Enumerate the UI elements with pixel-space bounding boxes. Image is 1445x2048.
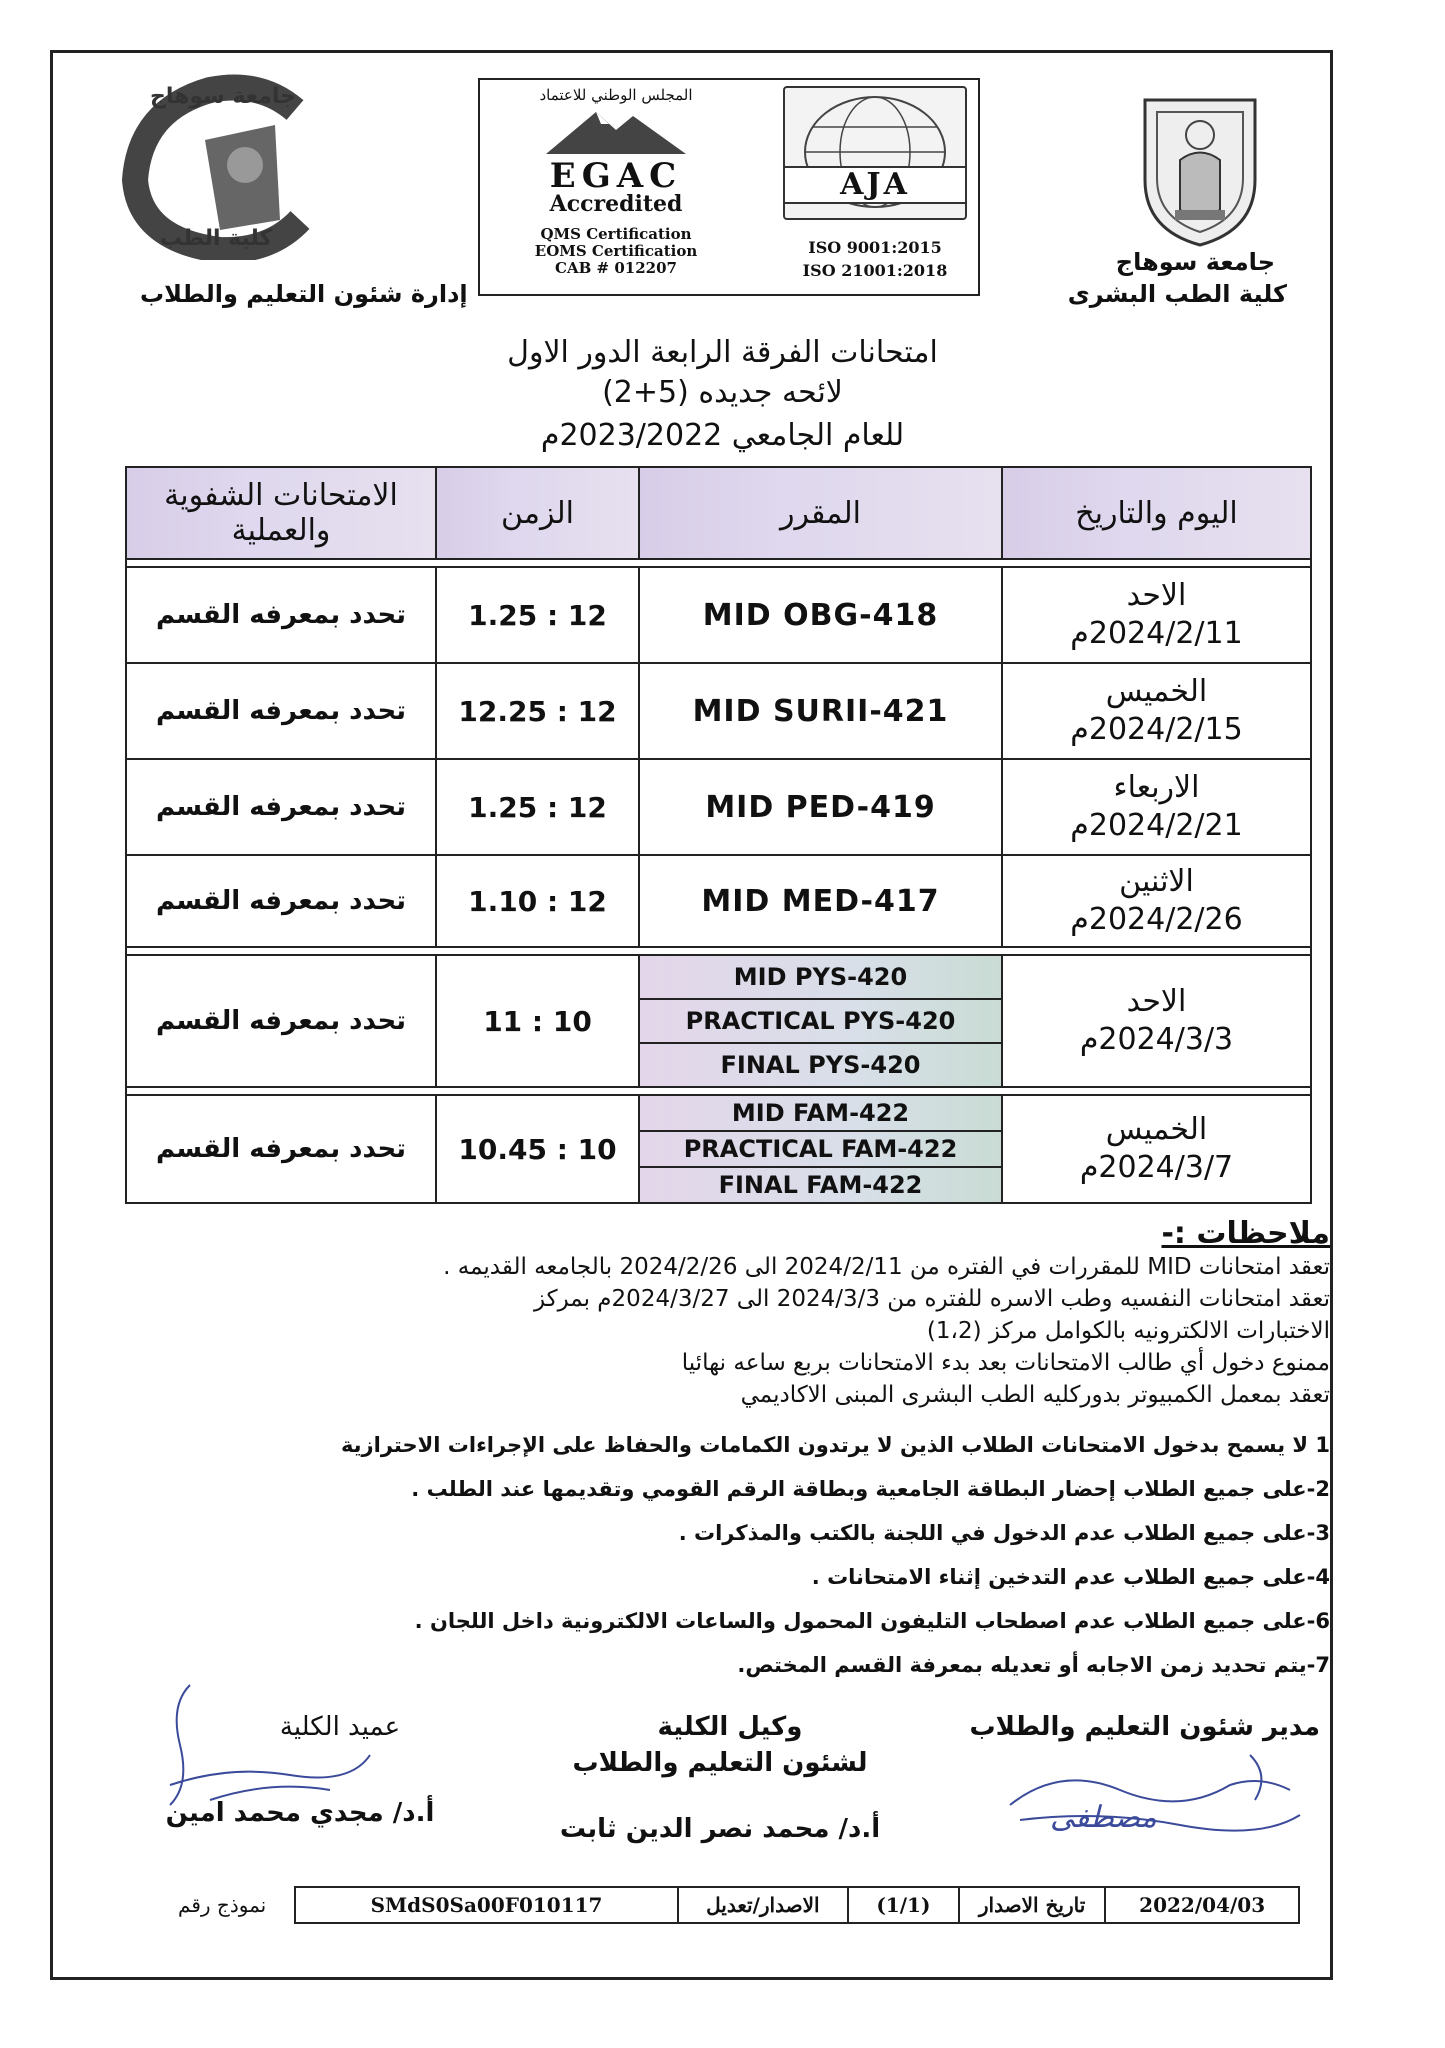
row-course: MID PED-419 bbox=[639, 759, 1002, 855]
row-day-name: الخميس bbox=[1105, 674, 1208, 709]
row-date: 2024/2/15م bbox=[1070, 712, 1243, 747]
egac-cab: CAB # 012207 bbox=[555, 259, 677, 277]
note-line: تعقد بمعمل الكمبيوتر بدوركليه الطب البشرى المبنى الاكاديمي bbox=[740, 1382, 1330, 1408]
row-time: 1.10 : 12 bbox=[436, 855, 639, 947]
row-day bbox=[1002, 1095, 1311, 1203]
row-course: FINAL FAM-422 bbox=[639, 1167, 1002, 1203]
table-row bbox=[126, 1095, 1311, 1131]
table-row bbox=[126, 567, 1311, 663]
row-time: 1.25 : 12 bbox=[436, 759, 639, 855]
row-date: 2024/2/26م bbox=[1070, 902, 1243, 937]
issue-date-label: تاريخ الاصدار bbox=[959, 1887, 1105, 1923]
row-day-name: الاحد bbox=[1126, 984, 1187, 1019]
header-day: اليوم والتاريخ bbox=[1002, 467, 1311, 559]
sohag-university-logo bbox=[1125, 90, 1275, 250]
egac-qms: QMS Certification bbox=[540, 225, 692, 243]
row-day-name: الاثنين bbox=[1119, 864, 1194, 899]
vice-dean-name: أ.د/ محمد نصر الدين ثابت bbox=[559, 1814, 881, 1844]
aja-name: AJA bbox=[785, 166, 965, 204]
exam-schedule-table bbox=[125, 466, 1312, 1204]
row-day bbox=[1002, 955, 1311, 1087]
row-oral: تحدد بمعرفه القسم bbox=[126, 955, 436, 1087]
title-line-1: امتحانات الفرقة الرابعة الدور الاول bbox=[507, 335, 938, 370]
revision-value: (1/1) bbox=[848, 1887, 959, 1923]
vice-dean-subtitle: لشئون التعليم والطلاب bbox=[572, 1748, 868, 1778]
row-oral: تحدد بمعرفه القسم bbox=[126, 855, 436, 947]
row-day bbox=[1002, 663, 1311, 759]
revision-label: الاصدار/تعديل bbox=[678, 1887, 848, 1923]
left-logo-top-text: جامعة سوهاج bbox=[150, 84, 296, 109]
row-time: 11 : 10 bbox=[436, 955, 639, 1087]
right-university-name: جامعة سوهاج bbox=[1115, 248, 1275, 276]
director-handwriting: مصطفى bbox=[1050, 1800, 1157, 1835]
rule-line: 3-على جميع الطلاب عدم الدخول في اللجنة بالكتب والمذكرات . bbox=[678, 1521, 1330, 1545]
rule-line: 2-على جميع الطلاب إحضار البطاقة الجامعية وبطاقة الرقم القومي وتقديمها عند الطلب . bbox=[411, 1477, 1330, 1501]
rule-line: 7-يتم تحديد زمن الاجابه أو تعديله بمعرفة القسم المختص. bbox=[737, 1653, 1330, 1677]
row-course: FINAL PYS-420 bbox=[639, 1043, 1002, 1087]
row-day-name: الخميس bbox=[1105, 1112, 1208, 1147]
table-header-row bbox=[126, 467, 1311, 559]
row-date: 2024/2/11م bbox=[1070, 616, 1243, 651]
row-course: MID FAM-422 bbox=[639, 1095, 1002, 1131]
row-day bbox=[1002, 759, 1311, 855]
table-row bbox=[126, 663, 1311, 759]
row-date: 2024/2/21م bbox=[1070, 808, 1243, 843]
row-oral: تحدد بمعرفه القسم bbox=[126, 759, 436, 855]
row-course: MID OBG-418 bbox=[639, 567, 1002, 663]
row-date: 2024/3/7م bbox=[1079, 1150, 1234, 1185]
aja-block bbox=[780, 86, 970, 280]
row-oral: تحدد بمعرفه القسم bbox=[126, 663, 436, 759]
table-row bbox=[126, 759, 1311, 855]
left-logo-bottom-text: كلية الطب bbox=[160, 226, 273, 251]
row-course: MID SURII-421 bbox=[639, 663, 1002, 759]
table-row bbox=[126, 855, 1311, 947]
egac-name: EGAC bbox=[549, 156, 683, 196]
row-day-name: الاربعاء bbox=[1113, 770, 1200, 805]
row-day bbox=[1002, 855, 1311, 947]
dean-name: أ.د/ مجدي محمد امين bbox=[165, 1798, 435, 1828]
form-number: SMdS0Sa00F010117 bbox=[295, 1887, 678, 1923]
form-number-label: نموذج رقم bbox=[150, 1887, 295, 1923]
row-course: MID MED-417 bbox=[639, 855, 1002, 947]
rule-line: 1 لا يسمح بدخول الامتحانات الطلاب الذين لا يرتدون الكمامات والحفاظ على الإجراءات الاحترازية bbox=[340, 1433, 1330, 1457]
note-line: تعقد امتحانات MID للمقررات في الفتره من 2024/2/11 الى 2024/2/26 بالجامعه القديمه . bbox=[443, 1254, 1330, 1280]
note-line: الاختبارات الالكترونيه بالكوامل مركز (1،2) bbox=[926, 1318, 1330, 1344]
header-course: المقرر bbox=[639, 467, 1002, 559]
director-title: مدير شئون التعليم والطلاب bbox=[969, 1712, 1320, 1742]
egac-block bbox=[490, 86, 742, 277]
aja-iso-21001: ISO 21001:2018 bbox=[802, 261, 948, 280]
notes-title: ملاحظات :- bbox=[1161, 1216, 1330, 1251]
title-line-3: للعام الجامعي 2023/2022م bbox=[540, 418, 905, 453]
title-line-2: لائحه جديده (5+2) bbox=[602, 375, 843, 410]
row-course: PRACTICAL PYS-420 bbox=[639, 999, 1002, 1043]
row-course: MID PYS-420 bbox=[639, 955, 1002, 999]
egac-accredited: Accredited bbox=[549, 191, 683, 217]
rule-line: 4-على جميع الطلاب عدم التدخين إثناء الامتحانات . bbox=[811, 1565, 1330, 1589]
egac-council: المجلس الوطني للاعتماد bbox=[539, 86, 693, 104]
aja-iso-9001: ISO 9001:2015 bbox=[808, 238, 942, 257]
issue-date: 2022/04/03 bbox=[1105, 1887, 1299, 1923]
row-time: 12.25 : 12 bbox=[436, 663, 639, 759]
header-oral: الامتحانات الشفوية والعملية bbox=[126, 467, 436, 559]
row-time: 1.25 : 12 bbox=[436, 567, 639, 663]
row-time: 10.45 : 10 bbox=[436, 1095, 639, 1203]
row-oral: تحدد بمعرفه القسم bbox=[126, 1095, 436, 1203]
notes-section bbox=[170, 1216, 1330, 1687]
dean-title: عميد الكلية bbox=[279, 1712, 401, 1742]
right-faculty-name: كلية الطب البشرى bbox=[1067, 280, 1287, 308]
form-footer-table bbox=[150, 1886, 1300, 1924]
row-day bbox=[1002, 567, 1311, 663]
certification-box bbox=[478, 78, 980, 296]
note-line: تعقد امتحانات النفسيه وطب الاسره للفتره من 2024/3/3 الى 2024/3/27م بمركز bbox=[533, 1286, 1330, 1312]
vice-dean-title: وكيل الكلية bbox=[657, 1712, 803, 1742]
mountain-icon bbox=[541, 104, 691, 156]
row-date: 2024/3/3م bbox=[1079, 1022, 1234, 1057]
row-course: PRACTICAL FAM-422 bbox=[639, 1131, 1002, 1167]
row-day-name: الاحد bbox=[1126, 578, 1187, 613]
table-row bbox=[126, 955, 1311, 999]
egac-eoms: EOMS Certification bbox=[534, 242, 698, 260]
header-time: الزمن bbox=[436, 467, 639, 559]
rule-line: 6-على جميع الطلاب عدم اصطحاب التليفون المحمول والساعات الالكترونية داخل اللجان . bbox=[414, 1609, 1330, 1633]
note-line: ممنوع دخول أي طالب الامتحانات بعد بدء الامتحانات بربع ساعه نهائيا bbox=[681, 1350, 1330, 1376]
left-department-name: إدارة شئون التعليم والطلاب bbox=[140, 280, 468, 308]
row-oral: تحدد بمعرفه القسم bbox=[126, 567, 436, 663]
